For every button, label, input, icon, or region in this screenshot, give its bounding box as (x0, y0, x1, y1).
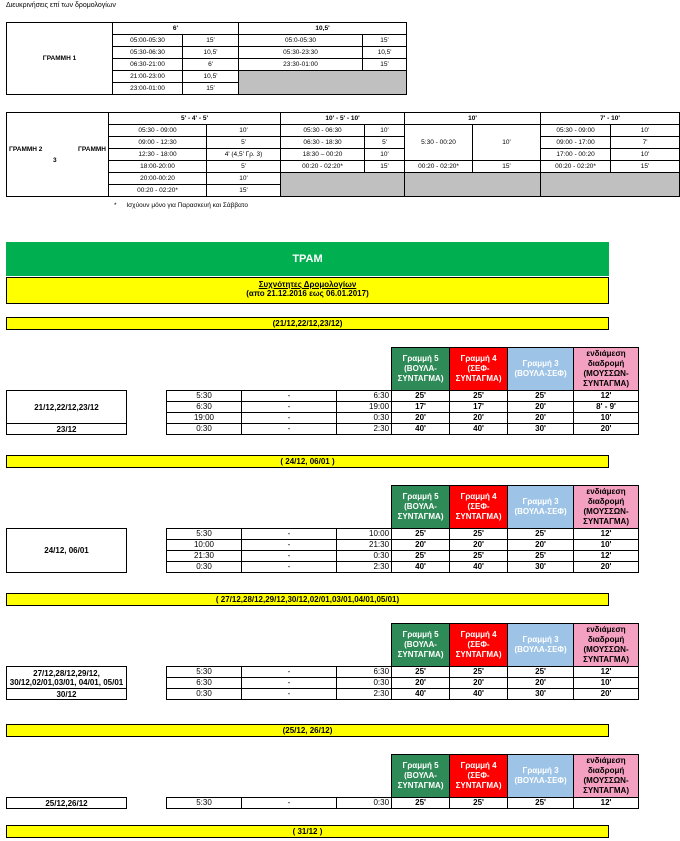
footnote-text: Ισχύουν μόνο για Παρασκευή και Σάββατο (126, 202, 248, 209)
freq-gm: 12' (574, 667, 639, 678)
line-header-g5: Γραμμή 5 (ΒΟΥΛΑ-ΣΥΝΤΑΓΜΑ) (392, 624, 450, 667)
line1-b-time: 05:0-05:30 (239, 35, 363, 47)
tram-subtitle-1: Συχνότητες Δρομολογίων (258, 280, 357, 289)
c4-time: 00:20 - 02:20* (541, 161, 611, 173)
tram-schedule-table (6, 623, 639, 700)
time-from: 6:30 (167, 402, 242, 413)
freq-g3: 20' (508, 540, 574, 551)
freq-gm: 12' (574, 391, 639, 402)
freq-g4: 25' (450, 529, 508, 540)
c2-freq: 10' (365, 149, 405, 161)
spacer (127, 667, 167, 678)
freq-gm: 12' (574, 798, 639, 809)
line3-label-a: ΓΡΑΜΜΗ (78, 145, 106, 153)
line1-b-freq: 15' (363, 35, 407, 47)
date-label: 21/12,22/12,23/12 (7, 391, 127, 424)
line-header-gm: ενδιάμεση διαδρομή (ΜΟΥΣΣΩΝ-ΣΥΝΤΑΓΜΑ) (574, 348, 639, 391)
freq-gm: 10' (574, 540, 639, 551)
table-row (7, 391, 639, 402)
freq-gm: 20' (574, 562, 639, 573)
c2-time: 05:30 - 06:30 (281, 125, 365, 137)
section-banner: ( 24/12, 06/01 ) (6, 455, 609, 468)
freq-g3: 25' (508, 551, 574, 562)
freq-gm: 10' (574, 678, 639, 689)
c2-time: 06:30 - 18:30 (281, 137, 365, 149)
line2-3-table (6, 112, 680, 197)
time-from: 0:30 (167, 562, 242, 573)
freq-g4: 25' (450, 551, 508, 562)
c4-freq: 10' (611, 125, 680, 137)
footnote-star: * (114, 202, 117, 209)
c1-freq: 10' (207, 173, 281, 185)
freq-g4: 25' (450, 667, 508, 678)
time-from: 19:00 (167, 413, 242, 424)
c2-freq: 5' (365, 137, 405, 149)
line1-b-freq: 10,5' (363, 47, 407, 59)
line-header-gm: ενδιάμεση διαδρομή (ΜΟΥΣΣΩΝ-ΣΥΝΤΑΓΜΑ) (574, 486, 639, 529)
c1-time: 05:30 - 09:00 (109, 125, 207, 137)
c1-freq: 15' (207, 185, 281, 197)
table-row (7, 667, 639, 678)
line1-header-b: 10,5' (239, 23, 407, 35)
time-from: 5:30 (167, 391, 242, 402)
line-header-g3: Γραμμή 3 (ΒΟΥΛΑ-ΣΕΦ) (508, 755, 574, 798)
line1-a-time: 06:30-21:00 (113, 59, 183, 71)
tram-subtitle (6, 277, 609, 304)
spacer (127, 540, 167, 551)
freq-g4: 20' (450, 413, 508, 424)
freq-g3: 25' (508, 391, 574, 402)
time-to: 0:30 (337, 798, 392, 809)
line1-a-time: 21:00-23:00 (113, 71, 183, 83)
spacer (127, 413, 167, 424)
freq-g5: 25' (392, 529, 450, 540)
line3-label-b: 3 (53, 156, 57, 164)
time-from: 21:30 (167, 551, 242, 562)
gray-cell (405, 173, 541, 197)
freq-g5: 25' (392, 667, 450, 678)
c3-freq: 10' (473, 125, 541, 161)
line-header-g3: Γραμμή 3 (ΒΟΥΛΑ-ΣΕΦ) (508, 348, 574, 391)
table-row (7, 529, 639, 540)
line1-a-freq: 15' (183, 35, 239, 47)
time-to: 10:00 (337, 529, 392, 540)
time-from: 5:30 (167, 667, 242, 678)
line-header-gm: ενδιάμεση διαδρομή (ΜΟΥΣΣΩΝ-ΣΥΝΤΑΓΜΑ) (574, 624, 639, 667)
spacer (127, 678, 167, 689)
line1-a-time: 05:30-06:30 (113, 47, 183, 59)
line1-a-freq: 10,5' (183, 71, 239, 83)
line-header-g3: Γραμμή 3 (ΒΟΥΛΑ-ΣΕΦ) (508, 624, 574, 667)
freq-g3: 20' (508, 678, 574, 689)
time-from: 0:30 (167, 424, 242, 435)
line-header-g4: Γραμμή 4 (ΣΕΦ-ΣΥΝΤΑΓΜΑ) (450, 624, 508, 667)
freq-g3: 20' (508, 402, 574, 413)
time-dash: - (242, 551, 337, 562)
freq-gm: 10' (574, 413, 639, 424)
freq-g5: 40' (392, 562, 450, 573)
line1-label: ΓΡΑΜΜΗ 1 (7, 23, 113, 95)
freq-g3: 25' (508, 667, 574, 678)
date-label: 25/12,26/12 (7, 798, 127, 809)
blank-cell (7, 348, 392, 391)
line-header-g5: Γραμμή 5 (ΒΟΥΛΑ-ΣΥΝΤΑΓΜΑ) (392, 486, 450, 529)
c1-time: 12:30 - 18:00 (109, 149, 207, 161)
spacer (127, 551, 167, 562)
time-dash: - (242, 689, 337, 700)
line1-a-freq: 10,5' (183, 47, 239, 59)
time-to: 21:30 (337, 540, 392, 551)
freq-gm: 20' (574, 424, 639, 435)
line1-a-freq: 15' (183, 83, 239, 95)
tram-title: ΤΡΑΜ (6, 242, 609, 276)
freq-gm: 12' (574, 529, 639, 540)
line1-a-time: 23:00-01:00 (113, 83, 183, 95)
time-to: 6:30 (337, 667, 392, 678)
time-dash: - (242, 667, 337, 678)
line1-header-a: 6' (113, 23, 239, 35)
freq-g5: 40' (392, 424, 450, 435)
spacer (127, 689, 167, 700)
gray-cell (281, 173, 405, 197)
c2-freq: 15' (365, 161, 405, 173)
line2-label: ΓΡΑΜΜΗ 2 (9, 145, 43, 153)
spacer (127, 391, 167, 402)
c1-time: 20:00-00:20 (109, 173, 207, 185)
c1-freq: 4' (4,5' Γρ. 3) (207, 149, 281, 161)
time-dash: - (242, 562, 337, 573)
time-to: 6:30 (337, 391, 392, 402)
time-dash: - (242, 424, 337, 435)
time-to: 0:30 (337, 413, 392, 424)
freq-g3: 30' (508, 562, 574, 573)
table-row (7, 424, 639, 435)
freq-g4: 40' (450, 424, 508, 435)
c2-freq: 10' (365, 125, 405, 137)
blank-cell (7, 486, 392, 529)
time-dash: - (242, 391, 337, 402)
freq-g5: 25' (392, 391, 450, 402)
spacer (127, 798, 167, 809)
c1-freq: 10' (207, 125, 281, 137)
c3-time: 00:20 - 02:20* (405, 161, 473, 173)
hdr-4: 7' - 10' (541, 113, 680, 125)
time-to: 0:30 (337, 551, 392, 562)
freq-g5: 20' (392, 678, 450, 689)
time-from: 6:30 (167, 678, 242, 689)
section-banner: ( 31/12 ) (6, 825, 609, 838)
time-to: 19:00 (337, 402, 392, 413)
freq-g3: 25' (508, 798, 574, 809)
time-to: 2:30 (337, 689, 392, 700)
gray-cell (541, 173, 680, 197)
time-dash: - (242, 529, 337, 540)
spacer (127, 529, 167, 540)
c3-freq: 15' (473, 161, 541, 173)
time-from: 5:30 (167, 798, 242, 809)
section-banner: (25/12, 26/12) (6, 724, 609, 737)
time-dash: - (242, 413, 337, 424)
date-label: 30/12 (7, 689, 127, 700)
line1-a-freq: 6' (183, 59, 239, 71)
time-dash: - (242, 798, 337, 809)
line-header-g3: Γραμμή 3 (ΒΟΥΛΑ-ΣΕΦ) (508, 486, 574, 529)
time-dash: - (242, 678, 337, 689)
line-header-g4: Γραμμή 4 (ΣΕΦ-ΣΥΝΤΑΓΜΑ) (450, 755, 508, 798)
freq-g5: 20' (392, 413, 450, 424)
time-to: 2:30 (337, 424, 392, 435)
freq-g3: 30' (508, 689, 574, 700)
c4-time: 17:00 - 00:20 (541, 149, 611, 161)
freq-g3: 30' (508, 424, 574, 435)
footnote (114, 202, 248, 209)
time-to: 2:30 (337, 562, 392, 573)
freq-g4: 20' (450, 540, 508, 551)
time-from: 5:30 (167, 529, 242, 540)
date-label: 23/12 (7, 424, 127, 435)
c4-freq: 15' (611, 161, 680, 173)
c1-time: 00:20 - 02:20* (109, 185, 207, 197)
freq-g5: 25' (392, 798, 450, 809)
freq-g3: 25' (508, 529, 574, 540)
time-dash: - (242, 540, 337, 551)
section-banner: ( 27/12,28/12,29/12,30/12,02/01,03/01,04/01,05/01) (6, 593, 609, 606)
freq-g4: 20' (450, 678, 508, 689)
tram-subtitle-2: (απο 21.12.2016 εως 06.01.2017) (246, 289, 369, 298)
tram-schedule-table (6, 754, 639, 809)
freq-g4: 17' (450, 402, 508, 413)
table-row (7, 798, 639, 809)
c4-time: 09:00 - 17:00 (541, 137, 611, 149)
c4-time: 05:30 - 09:00 (541, 125, 611, 137)
freq-g3: 20' (508, 413, 574, 424)
time-dash: - (242, 402, 337, 413)
date-label: 27/12,28/12,29/12, 30/12,02/01,03/01, 04/01, 05/01 (7, 667, 127, 689)
line2-3-label (7, 113, 109, 197)
line1-b-time: 05:30-23:30 (239, 47, 363, 59)
freq-g4: 25' (450, 798, 508, 809)
freq-g4: 25' (450, 391, 508, 402)
line1-table (6, 22, 407, 95)
time-from: 0:30 (167, 689, 242, 700)
freq-g5: 20' (392, 540, 450, 551)
line1-b-freq: 15' (363, 59, 407, 71)
freq-gm: 20' (574, 689, 639, 700)
c1-freq: 5' (207, 137, 281, 149)
tram-schedule-table (6, 485, 639, 573)
time-to: 0:30 (337, 678, 392, 689)
c2-time: 18:30 – 00:20 (281, 149, 365, 161)
c4-freq: 10' (611, 149, 680, 161)
line-header-g5: Γραμμή 5 (ΒΟΥΛΑ-ΣΥΝΤΑΓΜΑ) (392, 755, 450, 798)
hdr-2: 10' - 5' - 10' (281, 113, 405, 125)
c3-time: 5:30 - 00:20 (405, 125, 473, 161)
freq-gm: 8' - 9' (574, 402, 639, 413)
date-label: 24/12, 06/01 (7, 529, 127, 573)
hdr-3: 10' (405, 113, 541, 125)
spacer (127, 562, 167, 573)
freq-gm: 12' (574, 551, 639, 562)
spacer (127, 402, 167, 413)
c1-freq: 5' (207, 161, 281, 173)
line-header-g4: Γραμμή 4 (ΣΕΦ-ΣΥΝΤΑΓΜΑ) (450, 486, 508, 529)
line1-a-time: 05:00-05:30 (113, 35, 183, 47)
c4-freq: 7' (611, 137, 680, 149)
freq-g5: 40' (392, 689, 450, 700)
freq-g4: 40' (450, 689, 508, 700)
line-header-gm: ενδιάμεση διαδρομή (ΜΟΥΣΣΩΝ-ΣΥΝΤΑΓΜΑ) (574, 755, 639, 798)
blank-cell (7, 624, 392, 667)
blank-cell (7, 755, 392, 798)
freq-g5: 17' (392, 402, 450, 413)
freq-g5: 25' (392, 551, 450, 562)
section-banner: (21/12,22/12,23/12) (6, 317, 609, 330)
time-from: 10:00 (167, 540, 242, 551)
table-row (7, 689, 639, 700)
line-header-g4: Γραμμή 4 (ΣΕΦ-ΣΥΝΤΑΓΜΑ) (450, 348, 508, 391)
line1-b-time: 23:30-01:00 (239, 59, 363, 71)
line1-gray-cell (239, 71, 407, 95)
spacer (127, 424, 167, 435)
tram-schedule-table (6, 347, 639, 435)
line-header-g5: Γραμμή 5 (ΒΟΥΛΑ-ΣΥΝΤΑΓΜΑ) (392, 348, 450, 391)
c1-time: 09:00 - 12:30 (109, 137, 207, 149)
c1-time: 18:00-20:00 (109, 161, 207, 173)
c2-time: 00:20 - 02:20* (281, 161, 365, 173)
top-note: Διευκρινήσεις επί των δρομολογίων (6, 2, 116, 9)
hdr-1: 5' - 4' - 5' (109, 113, 281, 125)
freq-g4: 40' (450, 562, 508, 573)
